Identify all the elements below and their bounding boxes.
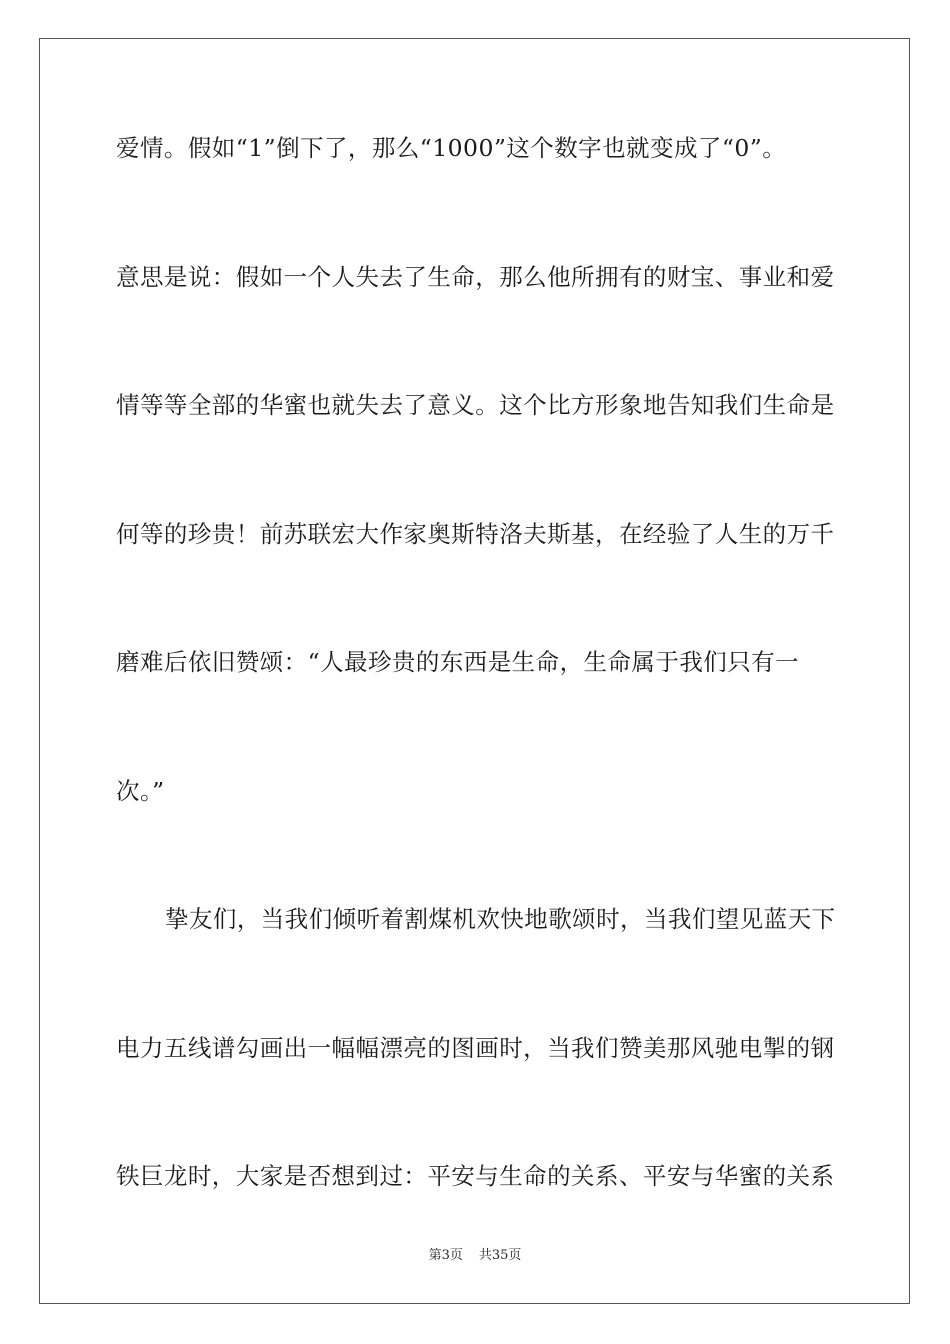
- text-line: 磨难后依旧赞颂：“人最珍贵的东西是生命，生命属于我们只有一: [116, 648, 800, 676]
- page-total: 共35页: [478, 1248, 522, 1263]
- text-line: 次。”: [116, 776, 165, 805]
- text-line: 意思是说：假如一个人失去了生命，那么他所拥有的财宝、事业和爱: [116, 262, 835, 291]
- text-line: 电力五线谱勾画出一幅幅漂亮的图画时，当我们赞美那风驰电掣的钢: [116, 1033, 835, 1062]
- text-line: 铁巨龙时，大家是否想到过：平安与生命的关系、平安与华蜜的关系: [116, 1162, 835, 1190]
- paragraph-start-line: 挚友们，当我们倾听着割煤机欢快地歌颂时，当我们望见蓝天下: [165, 905, 836, 933]
- page-footer: [0, 1248, 950, 1264]
- page-number: 第3页: [428, 1248, 463, 1263]
- document-body: [116, 128, 836, 1285]
- text-line: 情等等全部的华蜜也就失去了意义。这个比方形象地告知我们生命是: [116, 391, 835, 419]
- text-line: 何等的珍贵！前苏联宏大作家奥斯特洛夫斯基，在经验了人生的万千: [116, 519, 835, 548]
- text-line: 爱情。假如“1”倒下了，那么“1000”这个数字也就变成了“0”。: [116, 134, 787, 162]
